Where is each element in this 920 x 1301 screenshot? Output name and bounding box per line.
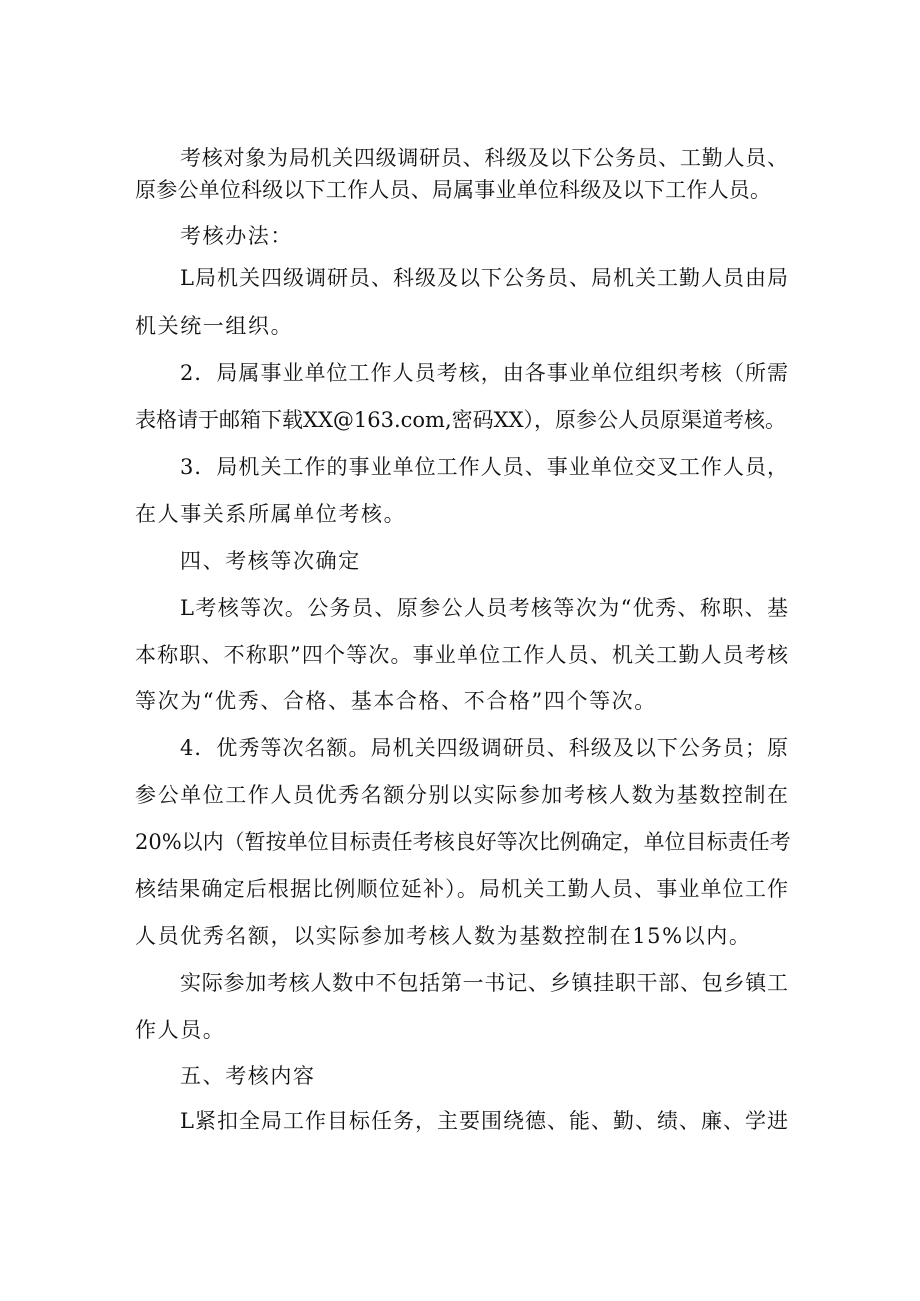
paragraph-line-17: 核结果确定后根据比例顺位延补）。局机关工勤人员、事业单位工作 [135, 877, 788, 901]
paragraph-line-20: 作人员。 [135, 1018, 226, 1042]
paragraph-line-1: 考核对象为局机关四级调研员、科级及以下公务员、工勤人员、 [180, 146, 788, 170]
paragraph-line-4: L局机关四级调研员、科级及以下公务员、局机关工勤人员由局 [180, 266, 788, 290]
paragraph-line-15: 参公单位工作人员优秀名额分别以实际参加考核人数为基数控制在 [135, 783, 788, 807]
section-heading-4: 四、考核等次确定 [180, 549, 361, 573]
paragraph-line-16: 20%以内（暂按单位目标责任考核良好等次比例确定，单位目标责任考 [135, 830, 791, 854]
paragraph-line-8: 3．局机关工作的事业单位工作人员、事业单位交叉工作人员， [180, 455, 788, 479]
paragraph-line-9: 在人事关系所属单位考核。 [135, 502, 407, 526]
paragraph-line-2: 原参公单位科级以下工作人员、局属事业单位科级及以下工作人员。 [135, 178, 771, 202]
paragraph-line-14: 4．优秀等次名额。局机关四级调研员、科级及以下公务员；原 [180, 736, 788, 760]
paragraph-line-18: 人员优秀名额，以实际参加考核人数为基数控制在15%以内。 [135, 924, 752, 948]
paragraph-line-13: 等次为“优秀、合格、基本合格、不合格”四个等次。 [135, 689, 657, 713]
section-heading-5: 五、考核内容 [180, 1064, 316, 1088]
paragraph-line-22: L紧扣全局工作目标任务，主要围绕德、能、勤、绩、廉、学进 [180, 1109, 788, 1133]
paragraph-line-6: 2．局属事业单位工作人员考核，由各事业单位组织考核（所需 [180, 361, 788, 385]
paragraph-line-12: 本称职、不称职”四个等次。事业单位工作人员、机关工勤人员考核 [135, 643, 788, 667]
paragraph-line-19: 实际参加考核人数中不包括第一书记、乡镇挂职干部、包乡镇工 [180, 971, 788, 995]
section-label-method: 考核办法： [180, 224, 293, 248]
paragraph-line-5: 机关统一组织。 [135, 314, 294, 338]
paragraph-line-11: L考核等次。公务员、原参公人员考核等次为“优秀、称职、基 [180, 596, 788, 620]
paragraph-line-7: 表格请于邮箱下载XX@163.com,密码XX），原参公人员原渠道考核。 [135, 408, 787, 432]
